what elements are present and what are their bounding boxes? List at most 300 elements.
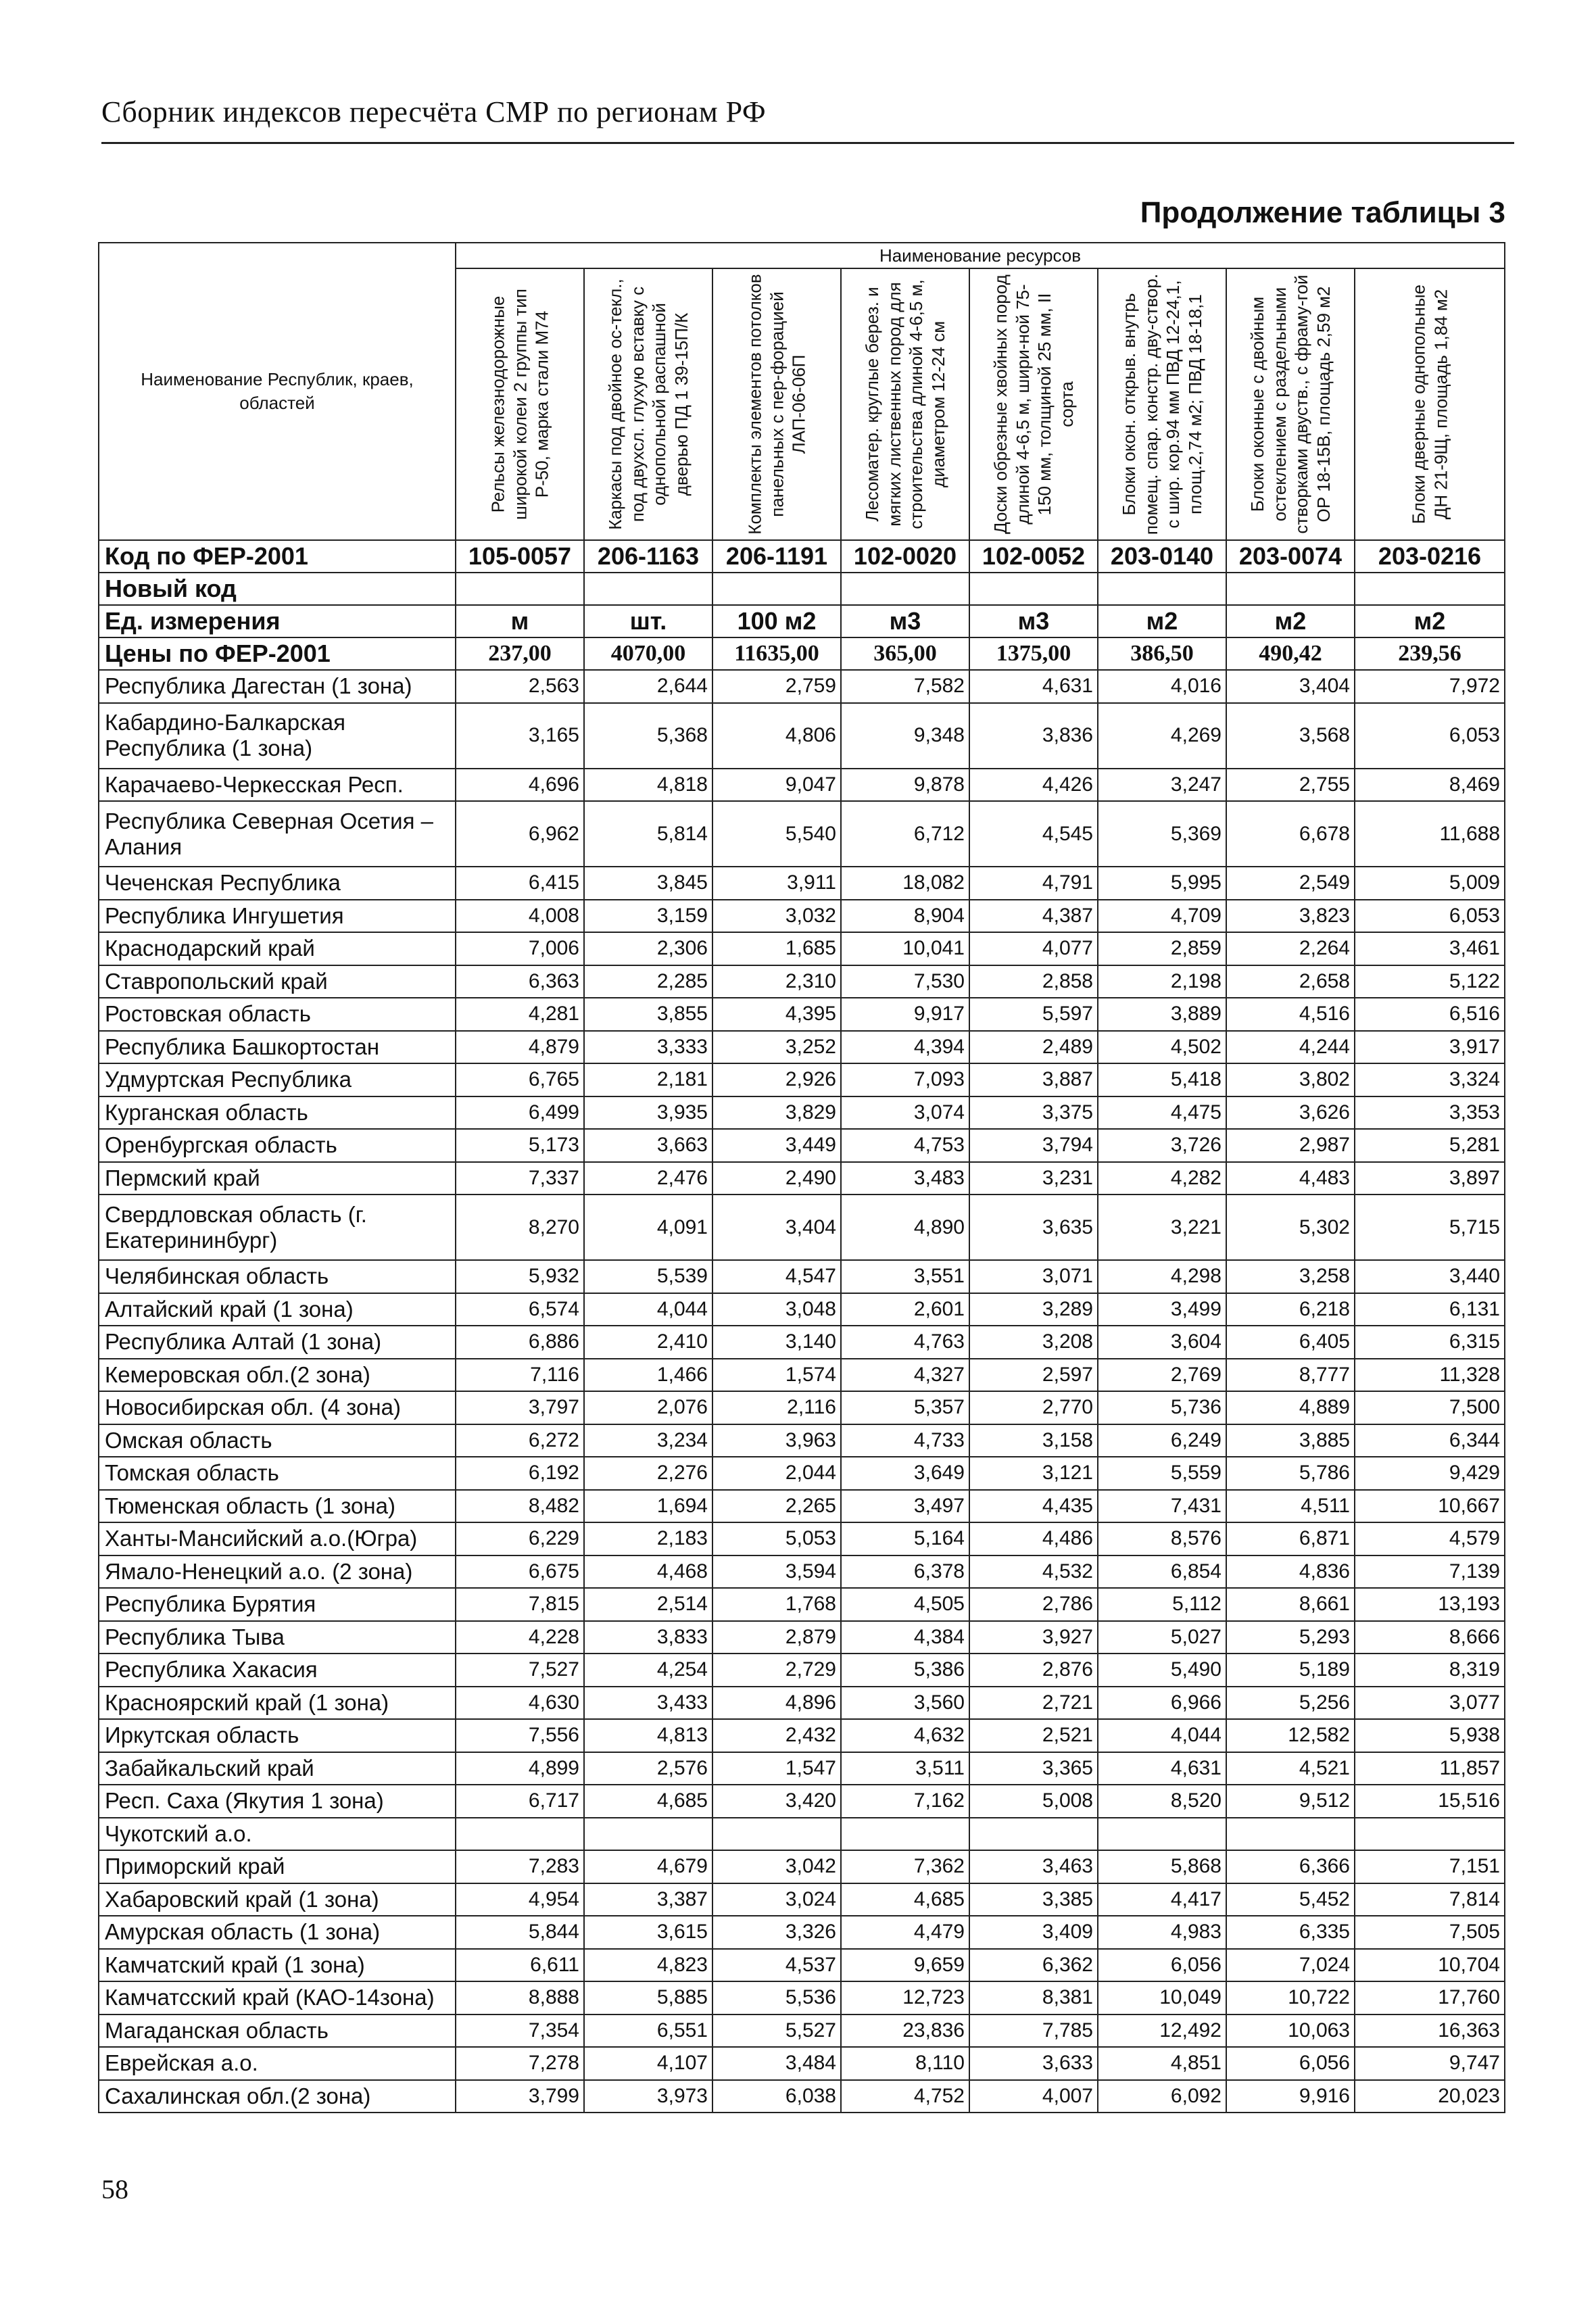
price-cell: 237,00 bbox=[456, 637, 584, 670]
index-value: 7,024 bbox=[1226, 1949, 1355, 1982]
table-row bbox=[99, 867, 1505, 900]
region-name: Кабардино-Балкарская Республика (1 зона) bbox=[99, 703, 456, 769]
region-name: Камчатский край (1 зона) bbox=[99, 1949, 456, 1982]
index-value: 5,932 bbox=[456, 1260, 584, 1293]
index-value: 3,333 bbox=[584, 1031, 712, 1064]
table-row bbox=[99, 1359, 1505, 1392]
region-name: Алтайский край (1 зона) bbox=[99, 1293, 456, 1326]
index-value: 2,755 bbox=[1226, 769, 1355, 802]
index-value: 4,468 bbox=[584, 1555, 712, 1589]
index-value: 4,823 bbox=[584, 1949, 712, 1982]
index-value: 6,886 bbox=[456, 1326, 584, 1359]
index-value: 4,483 bbox=[1226, 1162, 1355, 1195]
index-value: 3,604 bbox=[1098, 1326, 1226, 1359]
index-table-wrapper bbox=[98, 242, 1504, 2113]
index-value: 6,678 bbox=[1226, 801, 1355, 867]
column-header-text: Блоки окон. открыв. внутрь помещ. спар. констр. дву-створ. с шир. кор.94 мм ПВД 12-24,1, площ.2,74 м2; ПВД 18-18,1 bbox=[1119, 273, 1205, 535]
region-name: Ставропольский край bbox=[99, 965, 456, 998]
column-header-text: Блоки оконные с двойным остеклением с раздельными створками двуств., с фраму-гой ОР 18-15В, площадь 2,59 м2 bbox=[1247, 274, 1334, 534]
index-value: 4,521 bbox=[1226, 1752, 1355, 1785]
index-value: 9,878 bbox=[841, 769, 969, 802]
index-value: 6,962 bbox=[456, 801, 584, 867]
index-value: 4,417 bbox=[1098, 1883, 1226, 1916]
table-row bbox=[99, 1916, 1505, 1949]
region-name: Иркутская область bbox=[99, 1719, 456, 1752]
index-value: 1,547 bbox=[712, 1752, 841, 1785]
index-value: 3,326 bbox=[712, 1916, 841, 1949]
index-value: 2,432 bbox=[712, 1719, 841, 1752]
price-cell: 11635,00 bbox=[712, 637, 841, 670]
unit-cell: 100 м2 bbox=[712, 605, 841, 637]
index-value: 2,044 bbox=[712, 1457, 841, 1490]
table-row bbox=[99, 1752, 1505, 1785]
unit-cell: м3 bbox=[841, 605, 969, 637]
index-value: 6,712 bbox=[841, 801, 969, 867]
index-value: 6,272 bbox=[456, 1424, 584, 1457]
new-code-row bbox=[99, 573, 1505, 605]
index-value: 4,890 bbox=[841, 1195, 969, 1260]
index-value: 23,836 bbox=[841, 2015, 969, 2048]
index-value: 8,904 bbox=[841, 900, 969, 933]
code-label: Код по ФЕР-2001 bbox=[99, 540, 456, 573]
index-value: 4,733 bbox=[841, 1424, 969, 1457]
unit-cell: м3 bbox=[969, 605, 1098, 637]
index-value: 11,328 bbox=[1355, 1359, 1505, 1392]
index-value: 5,173 bbox=[456, 1129, 584, 1162]
index-value: 6,966 bbox=[1098, 1687, 1226, 1720]
index-value: 8,777 bbox=[1226, 1359, 1355, 1392]
table-row bbox=[99, 1818, 1505, 1851]
index-value: 7,814 bbox=[1355, 1883, 1505, 1916]
index-value: 3,420 bbox=[712, 1785, 841, 1818]
index-value: 3,071 bbox=[969, 1260, 1098, 1293]
index-value: 8,661 bbox=[1226, 1588, 1355, 1621]
index-value: 6,344 bbox=[1355, 1424, 1505, 1457]
index-value: 9,916 bbox=[1226, 2080, 1355, 2113]
table-row bbox=[99, 1981, 1505, 2015]
index-value: 4,630 bbox=[456, 1687, 584, 1720]
table-row bbox=[99, 1654, 1505, 1687]
unit-cell: м2 bbox=[1355, 605, 1505, 637]
index-value: 2,879 bbox=[712, 1621, 841, 1654]
index-value: 3,855 bbox=[584, 998, 712, 1031]
index-value: 6,574 bbox=[456, 1293, 584, 1326]
table-row bbox=[99, 932, 1505, 965]
index-value: 5,009 bbox=[1355, 867, 1505, 900]
index-value: 2,116 bbox=[712, 1391, 841, 1424]
index-value: 2,514 bbox=[584, 1588, 712, 1621]
index-value: 4,836 bbox=[1226, 1555, 1355, 1589]
index-value: 5,938 bbox=[1355, 1719, 1505, 1752]
index-value: 7,815 bbox=[456, 1588, 584, 1621]
index-value: 4,679 bbox=[584, 1850, 712, 1883]
index-value: 6,405 bbox=[1226, 1326, 1355, 1359]
index-value: 4,899 bbox=[456, 1752, 584, 1785]
index-value: 4,486 bbox=[969, 1522, 1098, 1555]
running-head: Сборник индексов пересчёта СМР по регионам РФ bbox=[101, 95, 767, 128]
index-value: 10,704 bbox=[1355, 1949, 1505, 1982]
table-row bbox=[99, 2047, 1505, 2080]
index-value: 8,469 bbox=[1355, 769, 1505, 802]
index-value: 8,888 bbox=[456, 1981, 584, 2015]
region-name: Магаданская область bbox=[99, 2015, 456, 2048]
index-value bbox=[969, 1818, 1098, 1851]
index-value: 2,563 bbox=[456, 670, 584, 703]
index-value: 3,726 bbox=[1098, 1129, 1226, 1162]
index-value: 11,688 bbox=[1355, 801, 1505, 867]
index-value: 12,723 bbox=[841, 1981, 969, 2015]
index-value: 6,092 bbox=[1098, 2080, 1226, 2113]
index-value: 3,497 bbox=[841, 1490, 969, 1523]
index-value: 7,093 bbox=[841, 1063, 969, 1096]
index-value: 3,042 bbox=[712, 1850, 841, 1883]
index-value: 6,516 bbox=[1355, 998, 1505, 1031]
index-value: 4,896 bbox=[712, 1687, 841, 1720]
table-row bbox=[99, 703, 1505, 769]
index-value: 3,897 bbox=[1355, 1162, 1505, 1195]
header-rule bbox=[101, 142, 1514, 144]
index-value: 4,632 bbox=[841, 1719, 969, 1752]
index-value: 5,256 bbox=[1226, 1687, 1355, 1720]
index-value: 3,247 bbox=[1098, 769, 1226, 802]
table-row bbox=[99, 1719, 1505, 1752]
index-table bbox=[98, 242, 1505, 2113]
region-name: Кемеровская обл.(2 зона) bbox=[99, 1359, 456, 1392]
index-value: 3,499 bbox=[1098, 1293, 1226, 1326]
region-name: Ханты-Мансийский а.о.(Югра) bbox=[99, 1522, 456, 1555]
index-value: 20,023 bbox=[1355, 2080, 1505, 2113]
index-value: 5,027 bbox=[1098, 1621, 1226, 1654]
index-value: 3,252 bbox=[712, 1031, 841, 1064]
table-row bbox=[99, 670, 1505, 703]
index-value: 4,537 bbox=[712, 1949, 841, 1982]
index-value: 6,315 bbox=[1355, 1326, 1505, 1359]
index-value: 3,234 bbox=[584, 1424, 712, 1457]
region-name: Челябинская область bbox=[99, 1260, 456, 1293]
new-code-cell bbox=[841, 573, 969, 605]
index-value: 5,452 bbox=[1226, 1883, 1355, 1916]
index-value: 17,760 bbox=[1355, 1981, 1505, 2015]
index-value: 5,122 bbox=[1355, 965, 1505, 998]
column-header bbox=[1355, 268, 1505, 540]
index-value: 7,556 bbox=[456, 1719, 584, 1752]
index-value: 4,281 bbox=[456, 998, 584, 1031]
region-name: Республика Северная Осетия – Алания bbox=[99, 801, 456, 867]
index-value: 6,229 bbox=[456, 1522, 584, 1555]
index-value: 7,162 bbox=[841, 1785, 969, 1818]
index-value: 2,858 bbox=[969, 965, 1098, 998]
index-value: 4,007 bbox=[969, 2080, 1098, 2113]
index-value: 8,576 bbox=[1098, 1522, 1226, 1555]
index-value: 3,461 bbox=[1355, 932, 1505, 965]
table-row bbox=[99, 1424, 1505, 1457]
corner-header: Наименование Республик, краев, областей bbox=[99, 243, 456, 540]
column-header bbox=[1226, 268, 1355, 540]
index-value: 3,074 bbox=[841, 1096, 969, 1130]
table-row bbox=[99, 1555, 1505, 1589]
index-value: 6,765 bbox=[456, 1063, 584, 1096]
index-value: 2,576 bbox=[584, 1752, 712, 1785]
index-value: 5,302 bbox=[1226, 1195, 1355, 1260]
index-value: 4,631 bbox=[1098, 1752, 1226, 1785]
index-value: 3,221 bbox=[1098, 1195, 1226, 1260]
index-value: 6,499 bbox=[456, 1096, 584, 1130]
index-value: 1,694 bbox=[584, 1490, 712, 1523]
index-value: 6,363 bbox=[456, 965, 584, 998]
index-value: 4,475 bbox=[1098, 1096, 1226, 1130]
table-row bbox=[99, 1260, 1505, 1293]
index-value: 6,871 bbox=[1226, 1522, 1355, 1555]
index-value: 5,008 bbox=[969, 1785, 1098, 1818]
index-value: 3,963 bbox=[712, 1424, 841, 1457]
index-value: 3,845 bbox=[584, 867, 712, 900]
index-value: 3,802 bbox=[1226, 1063, 1355, 1096]
table-row bbox=[99, 998, 1505, 1031]
index-value: 6,218 bbox=[1226, 1293, 1355, 1326]
index-value: 3,917 bbox=[1355, 1031, 1505, 1064]
index-value: 2,786 bbox=[969, 1588, 1098, 1621]
index-value: 6,362 bbox=[969, 1949, 1098, 1982]
table-row bbox=[99, 1162, 1505, 1195]
index-value: 2,490 bbox=[712, 1162, 841, 1195]
region-name: Амурская область (1 зона) bbox=[99, 1916, 456, 1949]
fer-code-cell: 203-0216 bbox=[1355, 540, 1505, 573]
index-value: 5,386 bbox=[841, 1654, 969, 1687]
index-value: 3,032 bbox=[712, 900, 841, 933]
index-value: 3,140 bbox=[712, 1326, 841, 1359]
index-value: 5,559 bbox=[1098, 1457, 1226, 1490]
index-value: 4,327 bbox=[841, 1359, 969, 1392]
table-row bbox=[99, 769, 1505, 802]
index-value: 3,231 bbox=[969, 1162, 1098, 1195]
index-value: 5,281 bbox=[1355, 1129, 1505, 1162]
index-value: 3,551 bbox=[841, 1260, 969, 1293]
index-value: 6,131 bbox=[1355, 1293, 1505, 1326]
column-header-text: Доски обрезные хвойных пород длиной 4-6,5 м, шири-ной 75-150 мм, толщиной 25 мм, II сорта bbox=[990, 274, 1077, 534]
region-name: Республика Хакасия bbox=[99, 1654, 456, 1687]
index-value: 7,354 bbox=[456, 2015, 584, 2048]
index-value: 3,794 bbox=[969, 1129, 1098, 1162]
table-row bbox=[99, 1031, 1505, 1064]
index-value: 10,063 bbox=[1226, 2015, 1355, 2048]
index-value: 16,363 bbox=[1355, 2015, 1505, 2048]
index-value: 2,276 bbox=[584, 1457, 712, 1490]
index-value: 4,107 bbox=[584, 2047, 712, 2080]
index-value: 7,527 bbox=[456, 1654, 584, 1687]
index-value: 6,192 bbox=[456, 1457, 584, 1490]
index-value: 3,829 bbox=[712, 1096, 841, 1130]
price-cell: 386,50 bbox=[1098, 637, 1226, 670]
index-value: 9,348 bbox=[841, 703, 969, 769]
index-value: 5,536 bbox=[712, 1981, 841, 2015]
index-value: 2,489 bbox=[969, 1031, 1098, 1064]
index-value: 2,264 bbox=[1226, 932, 1355, 965]
index-value: 7,530 bbox=[841, 965, 969, 998]
column-header-text: Лесоматер. круглые берез. и мягких лиственных пород для строительства длиной 4-6,5 м, диаметром 12-24 см bbox=[862, 279, 948, 529]
table-row bbox=[99, 965, 1505, 998]
index-value: 7,785 bbox=[969, 2015, 1098, 2048]
region-name: Республика Бурятия bbox=[99, 1588, 456, 1621]
index-value: 2,410 bbox=[584, 1326, 712, 1359]
index-value: 6,611 bbox=[456, 1949, 584, 1982]
index-value: 4,269 bbox=[1098, 703, 1226, 769]
index-value: 4,426 bbox=[969, 769, 1098, 802]
unit-label: Ед. измерения bbox=[99, 605, 456, 637]
index-value: 3,594 bbox=[712, 1555, 841, 1589]
index-value: 3,911 bbox=[712, 867, 841, 900]
group-header-row bbox=[99, 243, 1505, 268]
table-row bbox=[99, 1588, 1505, 1621]
index-value: 7,362 bbox=[841, 1850, 969, 1883]
region-name: Республика Башкортостан bbox=[99, 1031, 456, 1064]
table-row bbox=[99, 1883, 1505, 1916]
index-value: 3,615 bbox=[584, 1916, 712, 1949]
index-value: 5,786 bbox=[1226, 1457, 1355, 1490]
index-value: 4,851 bbox=[1098, 2047, 1226, 2080]
index-value: 4,545 bbox=[969, 801, 1098, 867]
index-value: 3,159 bbox=[584, 900, 712, 933]
index-value: 3,158 bbox=[969, 1424, 1098, 1457]
fer-code-cell: 206-1163 bbox=[584, 540, 712, 573]
index-value: 2,306 bbox=[584, 932, 712, 965]
index-value: 4,696 bbox=[456, 769, 584, 802]
table-row bbox=[99, 1457, 1505, 1490]
index-value: 3,889 bbox=[1098, 998, 1226, 1031]
new-code-cell bbox=[1355, 573, 1505, 605]
index-value: 9,512 bbox=[1226, 1785, 1355, 1818]
unit-cell: м2 bbox=[1226, 605, 1355, 637]
index-value: 3,799 bbox=[456, 2080, 584, 2113]
index-value: 5,539 bbox=[584, 1260, 712, 1293]
table-row bbox=[99, 1785, 1505, 1818]
region-name: Республика Ингушетия bbox=[99, 900, 456, 933]
index-value: 6,366 bbox=[1226, 1850, 1355, 1883]
index-value: 3,387 bbox=[584, 1883, 712, 1916]
index-value: 10,041 bbox=[841, 932, 969, 965]
index-value: 7,283 bbox=[456, 1850, 584, 1883]
index-value: 4,394 bbox=[841, 1031, 969, 1064]
index-value: 7,151 bbox=[1355, 1850, 1505, 1883]
index-value: 1,574 bbox=[712, 1359, 841, 1392]
index-value: 6,038 bbox=[712, 2080, 841, 2113]
region-name: Свердловская область (г. Екатерининбург) bbox=[99, 1195, 456, 1260]
index-value: 10,722 bbox=[1226, 1981, 1355, 2015]
index-value: 3,511 bbox=[841, 1752, 969, 1785]
index-value: 2,759 bbox=[712, 670, 841, 703]
index-value: 3,885 bbox=[1226, 1424, 1355, 1457]
index-value: 9,917 bbox=[841, 998, 969, 1031]
index-value bbox=[1226, 1818, 1355, 1851]
region-name: Пермский край bbox=[99, 1162, 456, 1195]
price-cell: 1375,00 bbox=[969, 637, 1098, 670]
index-value bbox=[584, 1818, 712, 1851]
index-value: 3,836 bbox=[969, 703, 1098, 769]
column-header bbox=[841, 268, 969, 540]
index-value: 4,384 bbox=[841, 1621, 969, 1654]
index-value: 3,463 bbox=[969, 1850, 1098, 1883]
region-name: Курганская область bbox=[99, 1096, 456, 1130]
index-value: 4,685 bbox=[584, 1785, 712, 1818]
index-value: 4,685 bbox=[841, 1883, 969, 1916]
index-value: 5,053 bbox=[712, 1522, 841, 1555]
index-value: 3,409 bbox=[969, 1916, 1098, 1949]
index-value: 3,165 bbox=[456, 703, 584, 769]
table-row bbox=[99, 1195, 1505, 1260]
index-value: 3,823 bbox=[1226, 900, 1355, 933]
index-value: 12,582 bbox=[1226, 1719, 1355, 1752]
index-value: 6,335 bbox=[1226, 1916, 1355, 1949]
code-row bbox=[99, 540, 1505, 573]
index-value: 3,568 bbox=[1226, 703, 1355, 769]
index-value: 8,520 bbox=[1098, 1785, 1226, 1818]
index-value: 4,532 bbox=[969, 1555, 1098, 1589]
column-header bbox=[969, 268, 1098, 540]
table-row bbox=[99, 1490, 1505, 1523]
index-value: 4,752 bbox=[841, 2080, 969, 2113]
index-value: 2,987 bbox=[1226, 1129, 1355, 1162]
index-value: 3,077 bbox=[1355, 1687, 1505, 1720]
region-name: Респ. Саха (Якутия 1 зона) bbox=[99, 1785, 456, 1818]
index-value: 4,806 bbox=[712, 703, 841, 769]
index-value: 2,859 bbox=[1098, 932, 1226, 965]
region-name: Ростовская область bbox=[99, 998, 456, 1031]
index-value: 7,116 bbox=[456, 1359, 584, 1392]
region-name: Чеченская Республика bbox=[99, 867, 456, 900]
index-value: 2,265 bbox=[712, 1490, 841, 1523]
index-value: 5,597 bbox=[969, 998, 1098, 1031]
column-header-text: Каркасы под двойное ос-текл., под двухсл. глухую вставку с однопольной распашной дверью ПД 1 39-15П/К bbox=[605, 279, 692, 530]
index-value: 6,053 bbox=[1355, 900, 1505, 933]
unit-cell: м bbox=[456, 605, 584, 637]
region-name: Томская область bbox=[99, 1457, 456, 1490]
index-value: 2,770 bbox=[969, 1391, 1098, 1424]
index-value: 8,381 bbox=[969, 1981, 1098, 2015]
index-value: 4,516 bbox=[1226, 998, 1355, 1031]
fer-code-cell: 203-0074 bbox=[1226, 540, 1355, 573]
index-value: 2,198 bbox=[1098, 965, 1226, 998]
index-value: 5,540 bbox=[712, 801, 841, 867]
table-row bbox=[99, 1391, 1505, 1424]
index-value: 3,048 bbox=[712, 1293, 841, 1326]
index-value: 9,047 bbox=[712, 769, 841, 802]
index-value: 3,440 bbox=[1355, 1260, 1505, 1293]
index-value: 4,547 bbox=[712, 1260, 841, 1293]
index-value: 6,249 bbox=[1098, 1424, 1226, 1457]
region-name: Ямало-Ненецкий а.о. (2 зона) bbox=[99, 1555, 456, 1589]
index-value: 3,626 bbox=[1226, 1096, 1355, 1130]
index-value: 3,258 bbox=[1226, 1260, 1355, 1293]
column-header bbox=[712, 268, 841, 540]
index-value: 8,319 bbox=[1355, 1654, 1505, 1687]
index-value: 6,551 bbox=[584, 2015, 712, 2048]
index-value: 1,466 bbox=[584, 1359, 712, 1392]
index-value: 3,404 bbox=[712, 1195, 841, 1260]
price-label: Цены по ФЕР-2001 bbox=[99, 637, 456, 670]
table-row bbox=[99, 1621, 1505, 1654]
index-value: 7,139 bbox=[1355, 1555, 1505, 1589]
index-value: 6,854 bbox=[1098, 1555, 1226, 1589]
index-value: 2,721 bbox=[969, 1687, 1098, 1720]
index-value: 6,056 bbox=[1098, 1949, 1226, 1982]
region-name: Приморский край bbox=[99, 1850, 456, 1883]
index-value: 1,685 bbox=[712, 932, 841, 965]
column-header-text: Рельсы железнодорожные широкой колеи 2 группы тип Р-50, марка стали М74 bbox=[487, 288, 552, 521]
index-value: 2,310 bbox=[712, 965, 841, 998]
index-value: 8,482 bbox=[456, 1490, 584, 1523]
index-value: 2,549 bbox=[1226, 867, 1355, 900]
index-value: 2,181 bbox=[584, 1063, 712, 1096]
index-value: 3,289 bbox=[969, 1293, 1098, 1326]
